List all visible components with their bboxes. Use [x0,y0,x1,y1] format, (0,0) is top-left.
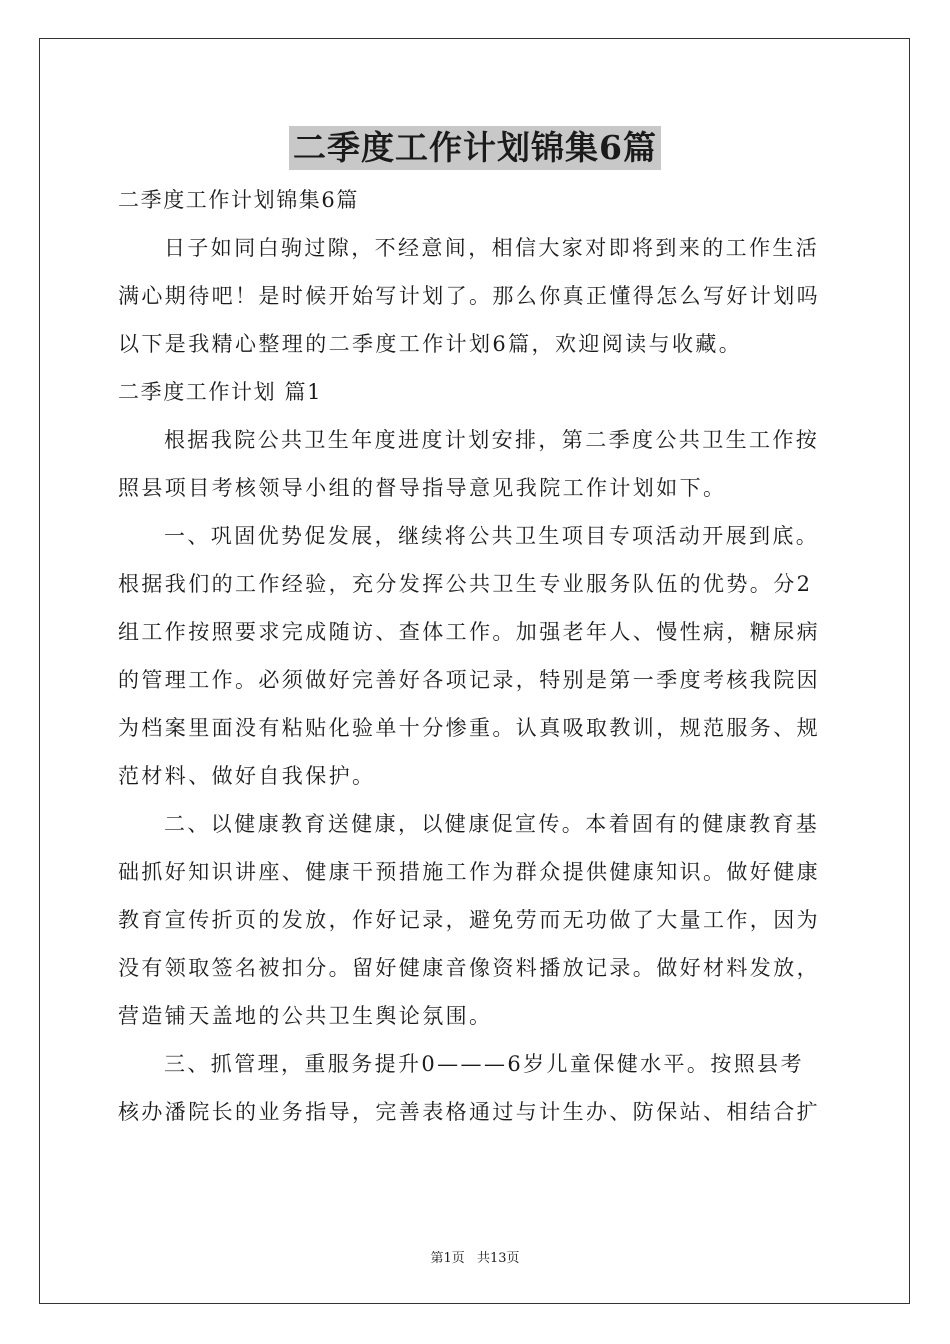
paragraph-line: 三、抓管理，重服务提升0———6岁儿童保健水平。按照县考 [164,1052,804,1076]
paragraph-line: 的管理工作。必须做好完善好各项记录，特别是第一季度考核我院因 [118,668,820,692]
paragraph-line: 照县项目考核领导小组的督导指导意见我院工作计划如下。 [118,476,727,500]
paragraph-line: 以下是我精心整理的二季度工作计划6篇，欢迎阅读与收藏。 [118,332,743,356]
page-number: 第1页 [430,1251,465,1266]
subtitle-line: 二季度工作计划锦集6篇 [118,188,359,212]
paragraph-line: 根据我院公共卫生年度进度计划安排，第二季度公共卫生工作按 [164,428,820,452]
paragraph-line: 教育宣传折页的发放，作好记录，避免劳而无功做了大量工作，因为 [118,908,820,932]
paragraph-line: 一、巩固优势促发展，继续将公共卫生项目专项活动开展到底。 [164,524,820,548]
paragraph-line: 根据我们的工作经验，充分发挥公共卫生专业服务队伍的优势。分2 [118,572,813,596]
title-container [0,126,950,170]
paragraph-line: 核办潘院长的业务指导，完善表格通过与计生办、防保站、相结合扩 [118,1100,820,1124]
paragraph-line: 组工作按照要求完成随访、查体工作。加强老年人、慢性病，糖尿病 [118,620,820,644]
paragraph-line: 范材料、做好自我保护。 [118,764,376,788]
paragraph-line: 营造铺天盖地的公共卫生舆论氛围。 [118,1004,493,1028]
page-footer [0,1247,950,1266]
paragraph-line: 础抓好知识讲座、健康干预措施工作为群众提供健康知识。做好健康 [118,860,820,884]
document-body [118,176,832,1136]
section-heading: 二季度工作计划 篇1 [118,380,323,404]
paragraph-line: 为档案里面没有粘贴化验单十分惨重。认真吸取教训，规范服务、规 [118,716,820,740]
paragraph-line: 没有领取签名被扣分。留好健康音像资料播放记录。做好材料发放， [118,956,820,980]
document-title: 二季度工作计划锦集6篇 [289,126,661,170]
paragraph-line: 二、以健康教育送健康，以健康促宣传。本着固有的健康教育基 [164,812,820,836]
paragraph-line: 日子如同白驹过隙，不经意间，相信大家对即将到来的工作生活 [164,236,820,260]
page-total: 共13页 [476,1251,520,1266]
paragraph-line: 满心期待吧！是时候开始写计划了。那么你真正懂得怎么写好计划吗 [118,284,820,308]
